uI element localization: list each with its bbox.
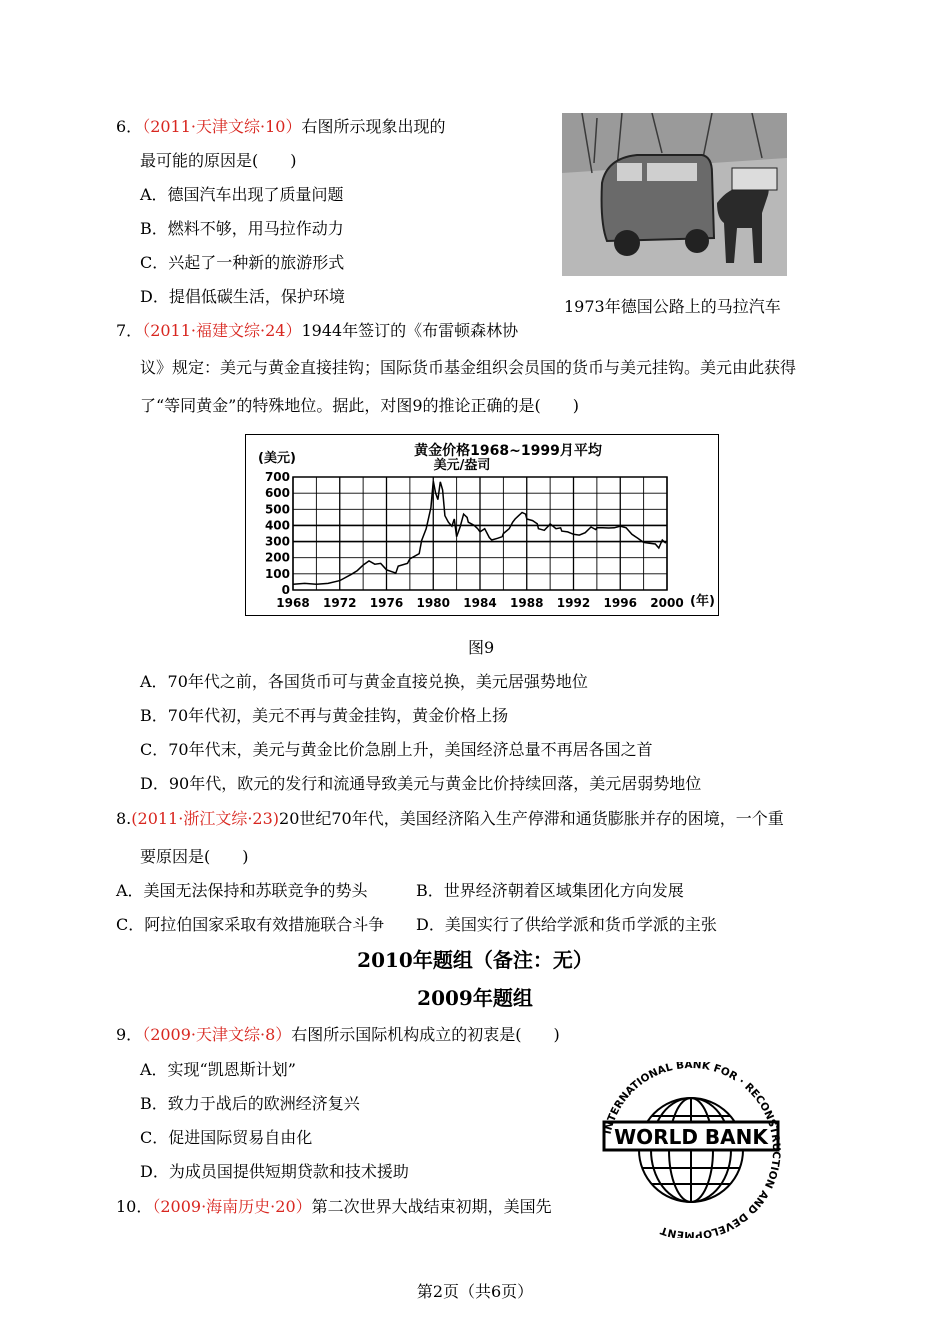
chart-ytick-label: 300 [264, 534, 290, 549]
q7-option-d: D．90年代，欧元的发行和流通导致美元与黄金比价持续回落，美元居弱势地位 [140, 774, 702, 793]
q6-option-a: A．德国汽车出现了质量问题 [140, 185, 344, 204]
chart-xlabel: (年) [690, 594, 715, 609]
q7-stem: 1944年签订的《布雷顿森林协 [301, 321, 519, 340]
q6-option-b: B．燃料不够，用马拉作动力 [140, 219, 344, 238]
page-footer: 第2页（共6页） [416, 1282, 534, 1301]
q7-number: 7． [116, 321, 143, 340]
chart-ytick-label: 100 [264, 566, 290, 581]
chart-xtick-label: 1980 [416, 596, 450, 610]
chart-xtick-label: 1996 [603, 596, 637, 610]
q8-line1 [116, 809, 784, 829]
chart-ylabel: (美元) [258, 451, 296, 466]
figure-caption: 图9 [468, 638, 495, 657]
chart-ytick-label: 500 [264, 502, 290, 517]
gold-price-chart [245, 434, 719, 616]
chart-xtick-label: 1984 [463, 596, 497, 610]
q7-source: （2011·福建文综·24） [142, 321, 302, 340]
q8-source: (2011·浙江文综·23) [131, 809, 280, 828]
chart-ytick-label: 200 [264, 550, 290, 565]
q7-option-c: C．70年代末，美元与黄金比价急剧上升，美国经济总量不再居各国之首 [140, 740, 653, 759]
q7-stem-cont: 议》规定：美元与黄金直接挂钩；国际货币基金组织会员国的货币与美元挂钩。美元由此获得 [140, 358, 797, 377]
q9-option-d: D．为成员国提供短期贷款和技术援助 [140, 1162, 409, 1181]
q9-stem: 右图所示国际机构成立的初衷是( ) [291, 1025, 560, 1044]
q6-source: （2011·天津文综·10） [142, 117, 302, 136]
q7-line1 [116, 321, 518, 341]
chart-ytick-label: 600 [264, 486, 290, 501]
q7-option-a: A．70年代之前，各国货币可与黄金直接兑换，美元居强势地位 [140, 672, 588, 691]
chart-title: 黄金价格1968~1999月平均 [414, 443, 602, 459]
q10-line1 [116, 1197, 552, 1217]
logo-wordmark: WORLD BANK [614, 1125, 768, 1149]
chart-ytick-label: 0 [281, 583, 290, 597]
q8-number: 8. [116, 809, 132, 828]
q6-option-d: D．提倡低碳生活，保护环境 [140, 287, 345, 306]
q8-option-a: A．美国无法保持和苏联竞争的势头 [116, 881, 368, 900]
chart-ytick-label: 400 [264, 518, 290, 533]
svg-text:INTERNATIONAL BANK FOR · RECON: INTERNATIONAL BANK FOR · RECONSTRUCTION AND DEVELOPMENT [601, 1062, 782, 1238]
q8-stem-cont: 要原因是( ) [140, 847, 249, 866]
world-bank-logo [600, 1062, 782, 1238]
q7-option-b: B．70年代初，美元不再与黄金挂钩，黄金价格上扬 [140, 706, 509, 725]
q9-option-c: C．促进国际贸易自由化 [140, 1128, 313, 1147]
q8-option-b: B．世界经济朝着区域集团化方向发展 [416, 881, 684, 900]
q9-option-b: B．致力于战后的欧洲经济复兴 [140, 1094, 360, 1113]
q6-number: 6． [116, 117, 143, 136]
section-heading-2009: 2009年题组 [417, 986, 533, 1010]
chart-xtick-label: 1976 [369, 596, 404, 610]
q10-stem: 第二次世界大战结束初期，美国先 [311, 1197, 552, 1216]
chart-xtick-label: 2000 [650, 596, 684, 610]
chart-svg [246, 435, 717, 614]
q8-option-d: D．美国实行了供给学派和货币学派的主张 [416, 915, 717, 934]
photo-caption: 1973年德国公路上的马拉汽车 [564, 297, 781, 316]
q9-source: （2009·天津文综·8） [142, 1025, 292, 1044]
q8-option-c: C．阿拉伯国家采取有效措施联合斗争 [116, 915, 385, 934]
q9-line1 [116, 1025, 560, 1045]
q9-number: 9． [116, 1025, 143, 1044]
chart-grid [293, 477, 667, 590]
q7-stem-cont2: 了“等同黄金”的特殊地位。据此，对图9的推论正确的是( ) [140, 396, 580, 415]
q6-option-c: C．兴起了一种新的旅游形式 [140, 253, 345, 272]
chart-xtick-label: 1992 [556, 596, 591, 610]
chart-xtick-label: 1972 [323, 596, 357, 610]
section-heading-2010: 2010年题组（备注：无） [357, 948, 593, 972]
q6-line1 [116, 117, 445, 137]
q9-option-a: A．实现“凯恩斯计划” [140, 1060, 296, 1079]
chart-ytick-label: 700 [264, 470, 290, 484]
q10-number: 10． [116, 1197, 153, 1216]
horse-drawn-car-photo [562, 113, 787, 276]
q10-source: （2009·海南历史·20） [152, 1197, 312, 1216]
chart-xtick-label: 1988 [510, 596, 544, 610]
q6-stem-cont: 最可能的原因是( ) [140, 151, 297, 170]
q6-stem: 右图所示现象出现的 [301, 117, 446, 136]
chart-xtick-label: 1968 [276, 596, 310, 610]
chart-subtitle: 美元/盎司 [433, 458, 491, 473]
q8-stem: 20世纪70年代，美国经济陷入生产停滞和通货膨胀并存的困境，一个重 [279, 809, 784, 828]
